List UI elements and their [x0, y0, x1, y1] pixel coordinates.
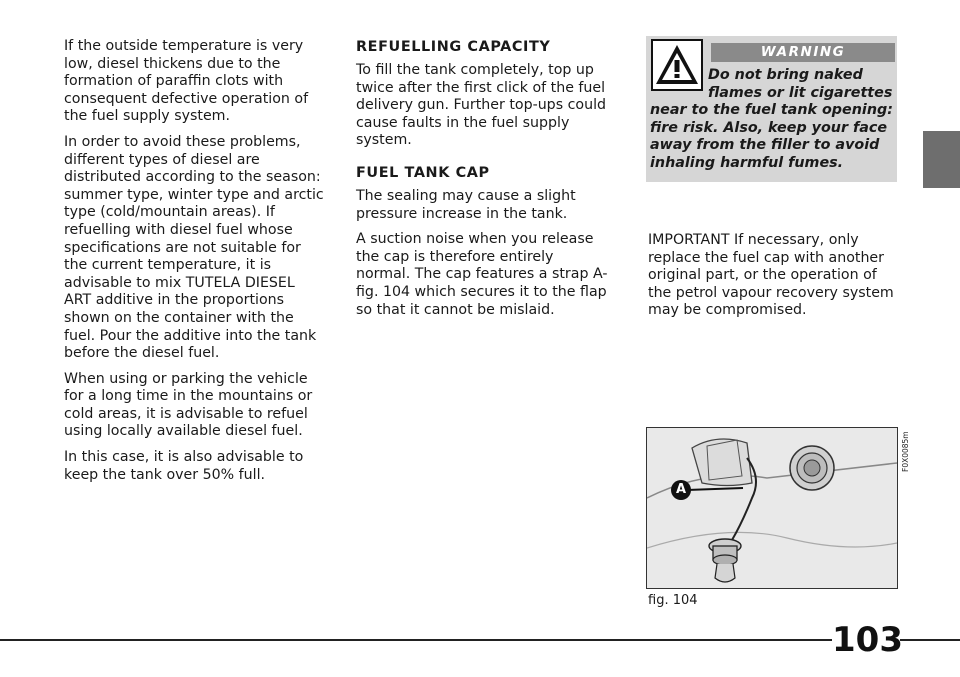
warning-box [646, 36, 897, 182]
warning-text [650, 67, 894, 172]
left-column [64, 38, 326, 492]
body-paragraph: In order to avoid these problems, different types of diesel are distributed according to the season: summer type, winter type and arctic type (cold/mountain areas). If refuelling with diesel fuel whose specifications are not suitable for the current temperature, it is advisable to mix TUTELA DIESEL ART additive in the proportions shown on the container with the fuel. Pour the additive into the tank before the diesel fuel. [64, 133, 324, 362]
fuel-cap-illustration [646, 427, 898, 589]
important-note: IMPORTANT If necessary, only replace the fuel cap with another original part, or the operation of the petrol vapour recovery system may be compromised. [648, 232, 894, 319]
callout-marker-a: A [671, 480, 691, 500]
body-paragraph: A suction noise when you release the cap is therefore entirely normal. The cap features a strap A-fig. 104 which secures it to the flap so that it cannot be mislaid. [356, 231, 608, 318]
warning-line: flames or lit cigarettes [708, 84, 893, 101]
warning-banner: WARNING [711, 43, 895, 62]
body-paragraph: When using or parking the vehicle for a long time in the mountains or cold areas, it is advisable to refuel using locally available diesel fuel. [64, 370, 313, 440]
section-thumb-tab [923, 131, 960, 188]
svg-text:F0X0085m: F0X0085m [901, 431, 910, 472]
body-paragraph: To fill the tank completely, top up twice after the first click of the fuel delivery gun. Further top-ups could cause faults in the fuel supply system. [356, 62, 607, 149]
section-heading-refuelling-capacity: REFUELLING CAPACITY [356, 39, 551, 55]
figure-code-label [899, 428, 911, 472]
footer-rule [0, 639, 960, 641]
page-number: 103 [832, 620, 903, 660]
fuel-cap-drawing [647, 428, 897, 588]
figure-caption: fig. 104 [648, 593, 698, 608]
warning-line: near to the fuel tank opening: fire risk. Also, keep your face away from the filler to avoid inhaling harmful fumes. [650, 102, 893, 171]
warning-line: Do not bring naked [708, 67, 863, 83]
body-paragraph: If the outside temperature is very low, diesel thickens due to the formation of paraffin clots with consequent defective operation of the fuel supply system. [64, 38, 309, 125]
body-paragraph: In this case, it is also advisable to keep the tank over 50% full. [64, 449, 304, 483]
body-paragraph: The sealing may cause a slight pressure increase in the tank. [356, 187, 576, 222]
section-heading-fuel-tank-cap: FUEL TANK CAP [356, 164, 490, 181]
middle-column [356, 38, 612, 327]
